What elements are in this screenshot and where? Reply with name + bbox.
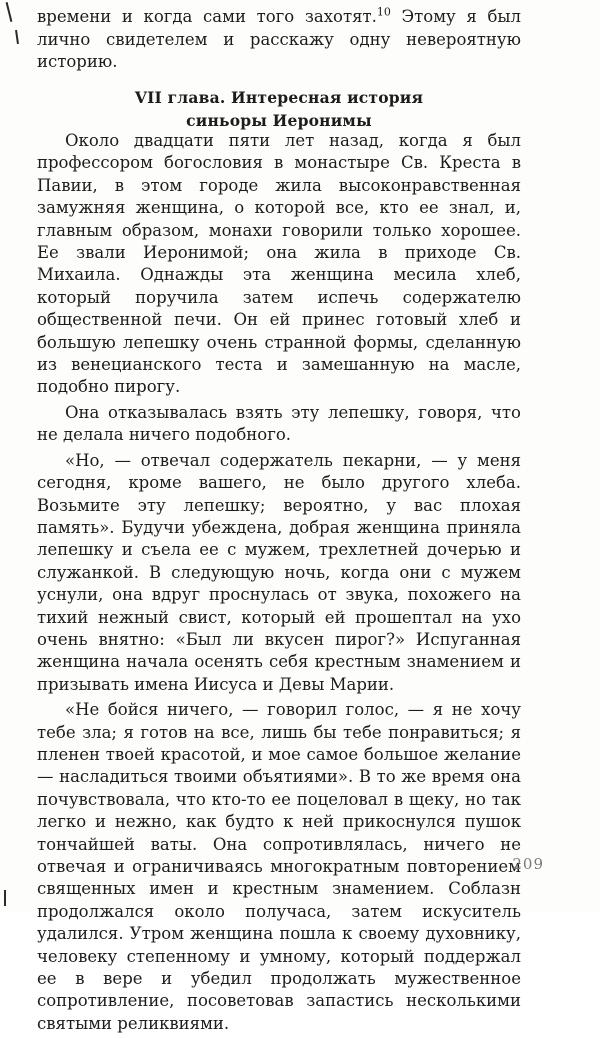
chapter-title-line-2: синьоры Иеронимы — [186, 111, 372, 130]
continued-paragraph-text — [37, 6, 521, 74]
footnote-reference: 10 — [376, 5, 391, 19]
paragraph: Она отказывалась взять эту лепешку, говоря, что не делала ничего подобного. — [37, 402, 521, 445]
paragraph: «Не бойся ничего, — говорил голос, — я не хочу тебе зла; я готов на все, лишь бы тебе понравиться; я пленен твоей красотой, и мое самое большое желание — насладиться твоими объятиями». В то же время она почувствовала, что кто-то ее поцеловал в щеку, но так легко и нежно, как будто к ней прикоснулся пушок тончайшей ваты. Она сопротивлялась, ничего не отвечая и ограничиваясь многократным повторением священных имен и крестным знамением. Соблазн продолжался около получаса, затем искуситель удалился. Утром женщина пошла к своему духовнику, человеку степенному и умному, который поддержал ее в вере и убедил продолжать мужественное сопротивление, посоветовав запастись несколькими святыми реликвиями. — [37, 700, 521, 1033]
page-edge-mark-middle — [15, 30, 19, 44]
page-edge-mark-bottom — [4, 890, 6, 906]
chapter-title — [37, 86, 521, 132]
continued-text-start: времени и когда сами того захотят. — [37, 7, 377, 26]
page-number: 209 — [512, 855, 544, 873]
chapter-title-line-1: VII глава. Интересная история — [134, 88, 424, 107]
continued-paragraph — [37, 6, 521, 74]
paragraph: «Но, — отвечал содержатель пекарни, — у меня сегодня, кроме вашего, не было другого хлеба. Возьмите эту лепешку; вероятно, у вас плохая память». Будучи убеждена, добрая женщина приняла лепешку и съела ее с мужем, трехлетней дочерью и служанкой. В следующую ночь, когда они с мужем уснули, она вдруг проснулась от звука, похожего на тихий нежный свист, который ей прошептал на ухо очень внятно: «Был ли вкусен пирог?» Испуганная женщина начала осенять себя крестным знамением и призывать имена Иисуса и Девы Марии. — [37, 450, 521, 694]
paragraph: Около двадцати пяти лет назад, когда я был профессором богословия в монастыре Св. Креста в Павии, в этом городе жила высоконравственная замужняя женщина, о которой все, кто ее знал, и, главным образом, монахи говорили только хорошее. Ее звали Иеронимой; она жила в приходе Св. Михаила. Однажды эта женщина месила хлеб, который поручила затем испечь содержателю общественной печи. Он ей принес готовый хлеб и большую лепешку очень странной формы, сделанную из венецианского теста и замешанную на масле, подобно пирогу. — [37, 131, 521, 397]
continued-text-end: Этому я был лично свидетелем и расскажу одну невероятную историю. — [37, 7, 522, 71]
chapter-body — [37, 130, 521, 1038]
page-edge-mark-top — [6, 2, 13, 22]
